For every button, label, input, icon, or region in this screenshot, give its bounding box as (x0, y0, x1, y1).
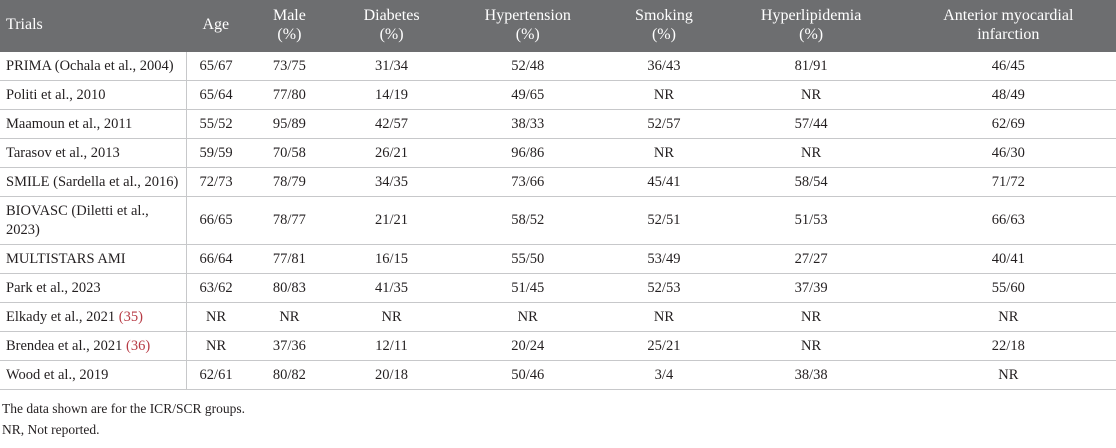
column-header-male-line2: (%) (277, 25, 302, 43)
column-header-age (187, 0, 245, 52)
column-header-hyperlipidemia-line2: (%) (799, 25, 824, 43)
cell-hypertension: 58/52 (449, 197, 606, 244)
column-header-hypertension-line1: Hypertension (484, 7, 571, 24)
cell-age: NR (187, 332, 245, 361)
cell-male: 73/75 (245, 52, 334, 81)
column-header-male (245, 0, 334, 52)
reference-link[interactable]: (36) (126, 338, 151, 354)
footnote-line: The data shown are for the ICR/SCR groups. (2, 401, 245, 417)
cell-trial (0, 110, 187, 139)
column-header-diabetes-line2: (%) (379, 25, 404, 43)
trial-name: BIOVASC (Diletti et al., 2023) (6, 203, 149, 238)
trial-name: Elkady et al., 2021 (6, 308, 116, 325)
column-header-trials-label: Trials (6, 16, 43, 34)
cell-hyperlipidemia: NR (722, 80, 901, 109)
trial-name: Brendea et al., 2021 (6, 338, 123, 354)
table-row (0, 361, 1116, 390)
cell-age: 55/52 (187, 110, 245, 139)
cell-trial (0, 361, 187, 390)
cell-hyperlipidemia: 37/39 (722, 273, 901, 302)
trial-name: Wood et al., 2019 (6, 367, 109, 384)
table-row (0, 168, 1116, 197)
cell-smoking: 52/53 (606, 273, 721, 302)
cell-male: 37/36 (245, 332, 334, 361)
cell-smoking: 25/21 (606, 332, 721, 361)
table-header (0, 0, 1116, 52)
cell-anterior-mi: 66/63 (901, 197, 1116, 244)
cell-anterior-mi: 55/60 (901, 273, 1116, 302)
column-header-diabetes-line1: Diabetes (363, 7, 420, 24)
cell-diabetes: 41/35 (334, 273, 449, 302)
cell-smoking: 52/51 (606, 197, 721, 244)
cell-male: 77/80 (245, 80, 334, 109)
trial-name: Park et al., 2023 (6, 279, 101, 296)
cell-hyperlipidemia: 38/38 (722, 361, 901, 390)
cell-smoking: NR (606, 302, 721, 331)
cell-hypertension: 49/65 (449, 80, 606, 109)
cell-trial (0, 52, 187, 81)
column-header-hypertension-line2: (%) (515, 25, 540, 43)
cell-smoking: 45/41 (606, 168, 721, 197)
cell-age: 65/64 (187, 80, 245, 109)
column-header-hyperlipidemia (722, 0, 901, 52)
table-row (0, 52, 1116, 81)
table-body (0, 52, 1116, 390)
cell-diabetes: 34/35 (334, 168, 449, 197)
trial-name: PRIMA (Ochala et al., 2004) (6, 57, 174, 74)
cell-smoking: NR (606, 139, 721, 168)
cell-anterior-mi: 48/49 (901, 80, 1116, 109)
column-header-anterior-mi-line1: Anterior myocardial (943, 7, 1074, 24)
column-header-smoking-line2: (%) (651, 25, 676, 43)
cell-hypertension: 55/50 (449, 244, 606, 273)
cell-hyperlipidemia: 57/44 (722, 110, 901, 139)
cell-hypertension: NR (449, 302, 606, 331)
cell-age: 66/65 (187, 197, 245, 244)
cell-diabetes: 20/18 (334, 361, 449, 390)
cell-diabetes: 31/34 (334, 52, 449, 81)
cell-diabetes: 42/57 (334, 110, 449, 139)
cell-smoking: 52/57 (606, 110, 721, 139)
cell-male: 78/79 (245, 168, 334, 197)
column-header-age-label: Age (202, 16, 230, 34)
cell-male: NR (245, 302, 334, 331)
cell-hyperlipidemia: 51/53 (722, 197, 901, 244)
cell-trial (0, 273, 187, 302)
table-row (0, 139, 1116, 168)
cell-hypertension: 96/86 (449, 139, 606, 168)
column-header-male-line1: Male (272, 7, 306, 24)
column-header-smoking-line1: Smoking (635, 7, 693, 24)
cell-smoking: 36/43 (606, 52, 721, 81)
cell-anterior-mi: 40/41 (901, 244, 1116, 273)
cell-age: 65/67 (187, 52, 245, 81)
cell-diabetes: 14/19 (334, 80, 449, 109)
cell-smoking: 53/49 (606, 244, 721, 273)
column-header-diabetes (334, 0, 449, 52)
trial-name: MULTISTARS AMI (6, 250, 126, 267)
table-row (0, 80, 1116, 109)
cell-trial (0, 197, 187, 244)
cell-hyperlipidemia: NR (722, 139, 901, 168)
cell-hyperlipidemia: NR (722, 302, 901, 331)
header-row (0, 0, 1116, 52)
cell-trial (0, 332, 187, 361)
column-header-anterior-mi-line2: infarction (977, 25, 1040, 43)
table-row (0, 273, 1116, 302)
cell-age: 62/61 (187, 361, 245, 390)
cell-hyperlipidemia: 27/27 (722, 244, 901, 273)
cell-diabetes: 21/21 (334, 197, 449, 244)
cell-diabetes: 12/11 (334, 332, 449, 361)
cell-anterior-mi: NR (901, 302, 1116, 331)
cell-male: 70/58 (245, 139, 334, 168)
cell-male: 80/83 (245, 273, 334, 302)
cell-male: 80/82 (245, 361, 334, 390)
column-header-hypertension (449, 0, 606, 52)
cell-anterior-mi: 71/72 (901, 168, 1116, 197)
cell-anterior-mi: NR (901, 361, 1116, 390)
cell-hyperlipidemia: NR (722, 332, 901, 361)
cell-age: 59/59 (187, 139, 245, 168)
cell-diabetes: NR (334, 302, 449, 331)
cell-age: NR (187, 302, 245, 331)
cell-trial (0, 302, 187, 331)
cell-anterior-mi: 46/45 (901, 52, 1116, 81)
column-header-smoking (606, 0, 721, 52)
cell-diabetes: 16/15 (334, 244, 449, 273)
cell-hypertension: 52/48 (449, 52, 606, 81)
table-row (0, 332, 1116, 361)
trial-name: Tarasov et al., 2013 (6, 145, 120, 162)
cell-smoking: NR (606, 80, 721, 109)
trial-name: Maamoun et al., 2011 (6, 116, 133, 132)
table-footnotes (0, 390, 1116, 440)
cell-hyperlipidemia: 81/91 (722, 52, 901, 81)
table-row (0, 197, 1116, 244)
cell-anterior-mi: 62/69 (901, 110, 1116, 139)
cell-male: 95/89 (245, 110, 334, 139)
table-row (0, 110, 1116, 139)
reference-link[interactable]: (35) (118, 308, 143, 325)
cell-trial (0, 139, 187, 168)
cell-male: 77/81 (245, 244, 334, 273)
cell-trial (0, 80, 187, 109)
cell-age: 66/64 (187, 244, 245, 273)
cell-diabetes: 26/21 (334, 139, 449, 168)
cell-trial (0, 244, 187, 273)
trial-name: Politi et al., 2010 (6, 86, 106, 103)
cell-smoking: 3/4 (606, 361, 721, 390)
cell-male: 78/77 (245, 197, 334, 244)
table-row (0, 302, 1116, 331)
column-header-hyperlipidemia-line1: Hyperlipidemia (760, 7, 862, 24)
cell-hypertension: 20/24 (449, 332, 606, 361)
cell-hyperlipidemia: 58/54 (722, 168, 901, 197)
column-header-trials (0, 0, 187, 52)
cell-hypertension: 73/66 (449, 168, 606, 197)
cell-hypertension: 50/46 (449, 361, 606, 390)
cell-anterior-mi: 46/30 (901, 139, 1116, 168)
table-row (0, 244, 1116, 273)
cell-anterior-mi: 22/18 (901, 332, 1116, 361)
cell-age: 72/73 (187, 168, 245, 197)
cell-age: 63/62 (187, 273, 245, 302)
cell-trial (0, 168, 187, 197)
footnote-line: NR, Not reported. (2, 421, 100, 437)
cell-hypertension: 51/45 (449, 273, 606, 302)
trial-name: SMILE (Sardella et al., 2016) (6, 174, 179, 191)
column-header-anterior-mi (901, 0, 1116, 52)
cell-hypertension: 38/33 (449, 110, 606, 139)
